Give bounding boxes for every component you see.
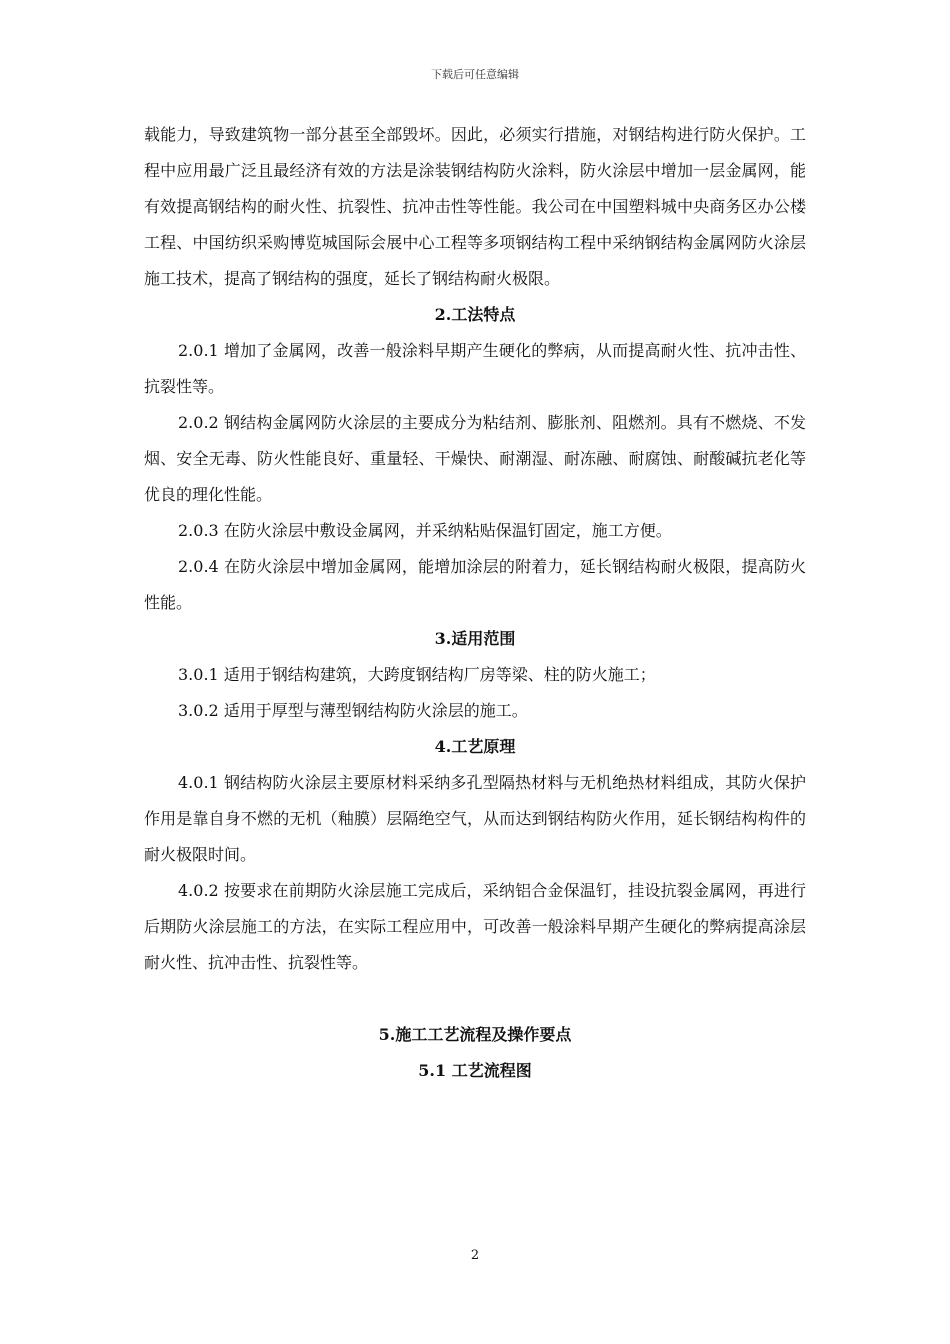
paragraph-3-0-1: 3.0.1 适用于钢结构建筑，大跨度钢结构厂房等梁、柱的防火施工； [178, 665, 656, 684]
page-number: 2 [470, 1248, 480, 1263]
document-body [144, 117, 806, 1089]
paragraph-2-0-1: 2.0.1 增加了金属网，改善一般涂料早期产生硬化的弊病，从而提高耐火性、抗冲击性、抗裂性等。 [144, 341, 806, 396]
paragraph-3-0-2: 3.0.2 适用于厚型与薄型钢结构防火涂层的施工。 [178, 701, 528, 720]
section-heading-3: 3.适用范围 [434, 629, 516, 648]
blank-line [144, 981, 806, 1017]
section-heading-2: 2.工法特点 [434, 305, 516, 324]
paragraph-4-0-1: 4.0.1 钢结构防火涂层主要原材料采纳多孔型隔热材料与无机绝热材料组成，其防火保护作用是靠自身不燃的无机（釉膜）层隔绝空气，从而达到钢结构防火作用，延长钢结构构件的耐火极限时间。 [144, 773, 806, 864]
section-heading-5: 5.施工工艺流程及操作要点 [378, 1025, 572, 1044]
page-header: 下载后可任意编辑 [431, 68, 519, 81]
paragraph-intro: 载能力，导致建筑物一部分甚至全部毁坏。因此，必须实行措施，对钢结构进行防火保护。工程中应用最广泛且最经济有效的方法是涂装钢结构防火涂料，防火涂层中增加一层金属网，能有效提高钢结构的耐火性、抗裂性、抗冲击性等性能。我公司在中国塑料城中央商务区办公楼工程、中国纺织采购博览城国际会展中心工程等多项钢结构工程中采纳钢结构金属网防火涂层施工技术，提高了钢结构的强度，延长了钢结构耐火极限。 [144, 125, 806, 288]
paragraph-2-0-4: 2.0.4 在防火涂层中增加金属网，能增加涂层的附着力，延长钢结构耐火极限，提高防火性能。 [144, 557, 806, 612]
paragraph-2-0-3: 2.0.3 在防火涂层中敷设金属网，并采纳粘贴保温钉固定，施工方便。 [178, 521, 672, 540]
paragraph-2-0-2: 2.0.2 钢结构金属网防火涂层的主要成分为粘结剂、膨胀剂、阻燃剂。具有不燃烧、不发烟、安全无毒、防火性能良好、重量轻、干燥快、耐潮湿、耐冻融、耐腐蚀、耐酸碱抗老化等优良的理化性能。 [144, 413, 806, 504]
section-heading-4: 4.工艺原理 [434, 737, 516, 756]
paragraph-4-0-2: 4.0.2 按要求在前期防火涂层施工完成后，采纳铝合金保温钉，挂设抗裂金属网，再进行后期防火涂层施工的方法，在实际工程应用中，可改善一般涂料早期产生硬化的弊病提高涂层耐火性、抗冲击性、抗裂性等。 [144, 881, 806, 972]
subsection-heading-5-1: 5.1 工艺流程图 [418, 1061, 532, 1080]
